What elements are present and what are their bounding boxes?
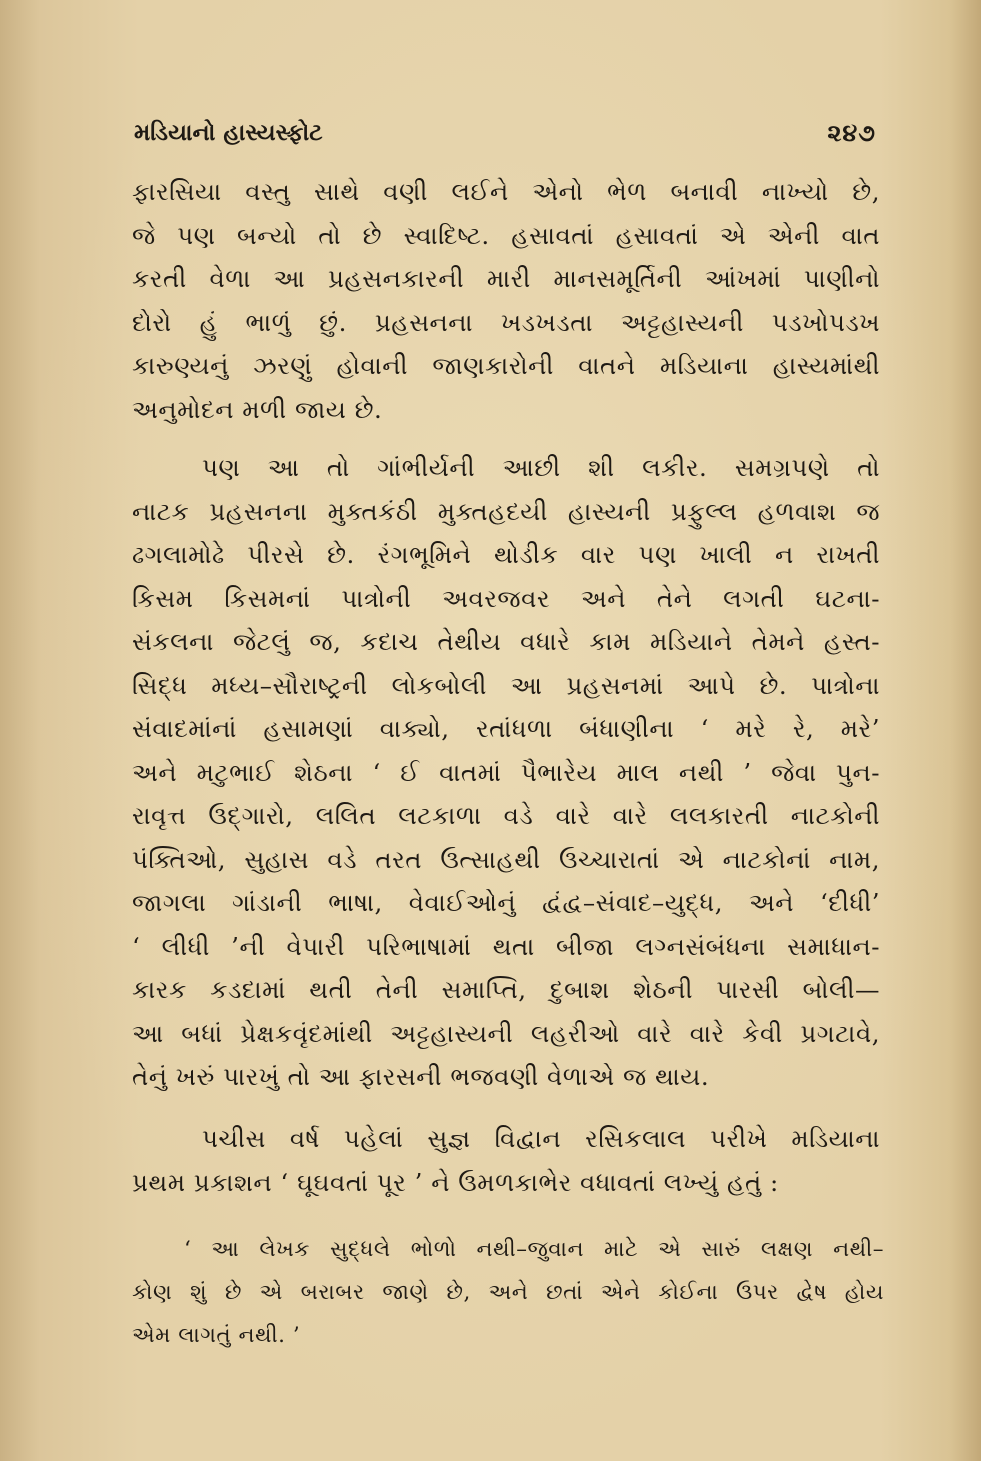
- text-line: કારુણ્યનું ઝરણું હોવાની જાણકારોની વાતને મડિયાના હાસ્યમાંથી: [132, 351, 880, 380]
- text-line: પ્રથમ પ્રકાશન ‘ ઘૂઘવતાં પૂર ’ ને ઉમળકાભેર વધાવતાં લખ્યું હતું :: [132, 1167, 779, 1197]
- text-line: પંક્તિઓ, સુહાસ વડે તરત ઉત્સાહથી ઉચ્ચારાતાં એ નાટકોનાં નામ,: [132, 844, 880, 874]
- text-line: કારક કડદામાં થતી તેની સમાપ્તિ, દુબાશ શેઠની પારસી બોલી—: [132, 975, 880, 1004]
- paragraph-1: [132, 170, 880, 431]
- quote-line: એમ લાગતું નથી. ’: [132, 1323, 301, 1348]
- text-line: સંકલના જેટલું જ, કદાચ તેથીય વધારે કામ મડિયાને તેમને હસ્ત-: [132, 627, 880, 656]
- page-number: ૨૪૭: [827, 117, 876, 147]
- text-line: અને મટુભાઈ શેઠના ‘ ઈ વાતમાં પૈભારેય માલ નથી ’ જેવા પુન-: [132, 757, 880, 787]
- text-line: ફારસિયા વસ્તુ સાથે વણી લઈને એનો ભેળ બનાવી નાખ્યો છે,: [132, 177, 880, 206]
- text-line: પણ આ તો ગાંભીર્યની આછી શી લકીર. સમગ્રપણે તો: [202, 453, 880, 482]
- text-line: ‘ લીધી ’ની વેપારી પરિભાષામાં થતા બીજા લગ્નસંબંધના સમાધાન-: [132, 931, 880, 961]
- paragraph-2: [132, 446, 880, 1099]
- text-line: નાટક પ્રહસનના મુક્તકંઠી મુક્તહદયી હાસ્યની પ્રફુલ્લ હળવાશ જ: [132, 496, 880, 526]
- page-header: [134, 112, 876, 152]
- text-line: આ બધાં પ્રેક્ષકવૃંદમાંથી અટ્ટહાસ્યની લહરીઓ વારે વારે કેવી પ્રગટાવે,: [132, 1018, 880, 1048]
- block-quote: [132, 1228, 884, 1357]
- quote-line: ‘ આ લેખક સુદ્ધલે ભોળો નથી–જુવાન માટે એ સારું લક્ષણ નથી–: [184, 1237, 884, 1262]
- text-line: સંવાદમાંનાં હસામણાં વાક્યો, રતાંધળા બંધાણીના ‘ મરે રે, મરે’: [132, 714, 880, 743]
- text-line: કરતી વેળા આ પ્રહસનકારની મારી માનસમૂર્તિની આંખમાં પાણીનો: [132, 264, 880, 293]
- quote-line: કોણ શું છે એ બરાબર જાણે છે, અને છતાં એને કોઈના ઉપર દ્વેષ હોય: [132, 1280, 884, 1305]
- text-line: રાવૃત્ત ઉદ્ગારો, લલિત લટકાળા વડે વારે વારે લલકારતી નાટકોની: [132, 801, 880, 830]
- text-line: તેનું ખરું પારખું તો આ ફારસની ભજવણી વેળાએ જ થાય.: [132, 1062, 710, 1091]
- running-title: મડિયાનો હાસ્યસ્ફોટ: [134, 118, 323, 146]
- text-line: જે પણ બન્યો તો છે સ્વાદિષ્ટ. હસાવતાં હસાવતાં એ એની વાત: [132, 220, 880, 250]
- text-line: જાગલા ગાંડાની ભાષા, વેવાઈઓનું દ્વંદ્વ–સંવાદ–યુદ્ધ, અને ‘દીધી’: [132, 888, 880, 917]
- text-line: દોરો હું ભાળું છું. પ્રહસનના ખડખડતા અટ્ટહાસ્યની પડખોપડખ: [132, 307, 880, 337]
- text-line: અનુમોદન મળી જાય છે.: [132, 394, 383, 424]
- paragraph-3: [132, 1117, 880, 1204]
- text-line: કિસમ કિસમનાં પાત્રોની અવરજવર અને તેને લગતી ઘટના-: [132, 583, 880, 613]
- text-line: ઢગલામોઢે પીરસે છે. રંગભૂમિને થોડીક વાર પણ ખાલી ન રાખતી: [132, 540, 880, 569]
- text-line: સિદ્ધ મધ્ય–સૌરાષ્ટ્રની લોકબોલી આ પ્રહસનમાં આપે છે. પાત્રોના: [132, 670, 880, 700]
- text-line: પચીસ વર્ષ પહેલાં સુજ્ઞ વિદ્વાન રસિકલાલ પરીખે મડિયાના: [202, 1124, 880, 1153]
